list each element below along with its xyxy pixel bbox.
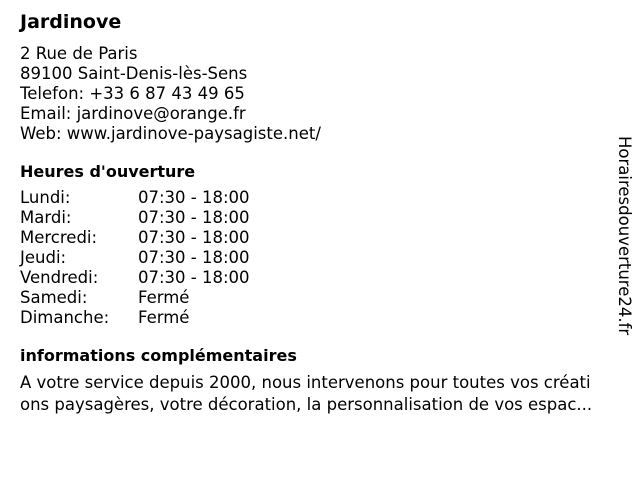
hours-row-sunday <box>20 308 620 328</box>
business-card <box>20 10 620 416</box>
info-title: informations complémentaires <box>20 346 297 365</box>
website: Web: www.jardinove-paysagiste.net/ <box>20 124 321 143</box>
time-value: 07:30 - 18:00 <box>138 228 250 247</box>
hours-row-tuesday <box>20 208 620 228</box>
day-label: Mardi: <box>20 208 72 227</box>
time-value: Fermé <box>138 308 190 327</box>
day-label: Jeudi: <box>20 248 67 267</box>
hours-row-friday <box>20 268 620 288</box>
time-value: 07:30 - 18:00 <box>138 268 250 287</box>
info-description <box>20 372 624 416</box>
hours-row-wednesday <box>20 228 620 248</box>
day-label: Dimanche: <box>20 308 110 327</box>
business-name: Jardinove <box>20 11 122 33</box>
hours-row-monday <box>20 188 620 208</box>
address-line-1: 2 Rue de Paris <box>20 44 138 63</box>
time-value: 07:30 - 18:00 <box>138 188 250 207</box>
time-value: Fermé <box>138 288 190 307</box>
hours-table <box>20 188 620 328</box>
description-line-2: ons paysagères, votre décoration, la personnalisation de vos espac... <box>20 395 593 414</box>
time-value: 07:30 - 18:00 <box>138 248 250 267</box>
hours-row-saturday <box>20 288 620 308</box>
day-label: Lundi: <box>20 188 71 207</box>
email: Email: jardinove@orange.fr <box>20 104 246 123</box>
hours-title: Heures d'ouverture <box>20 162 196 181</box>
address-line-2: 89100 Saint-Denis-lès-Sens <box>20 64 248 83</box>
day-label: Samedi: <box>20 288 88 307</box>
day-label: Vendredi: <box>20 268 99 287</box>
day-label: Mercredi: <box>20 228 98 247</box>
phone: Telefon: +33 6 87 43 49 65 <box>20 84 245 103</box>
time-value: 07:30 - 18:00 <box>138 208 250 227</box>
description-line-1: A votre service depuis 2000, nous intervenons pour toutes vos créati <box>20 373 591 392</box>
hours-row-thursday <box>20 248 620 268</box>
watermark-text: Horairesdouverture24.fr <box>615 136 634 336</box>
